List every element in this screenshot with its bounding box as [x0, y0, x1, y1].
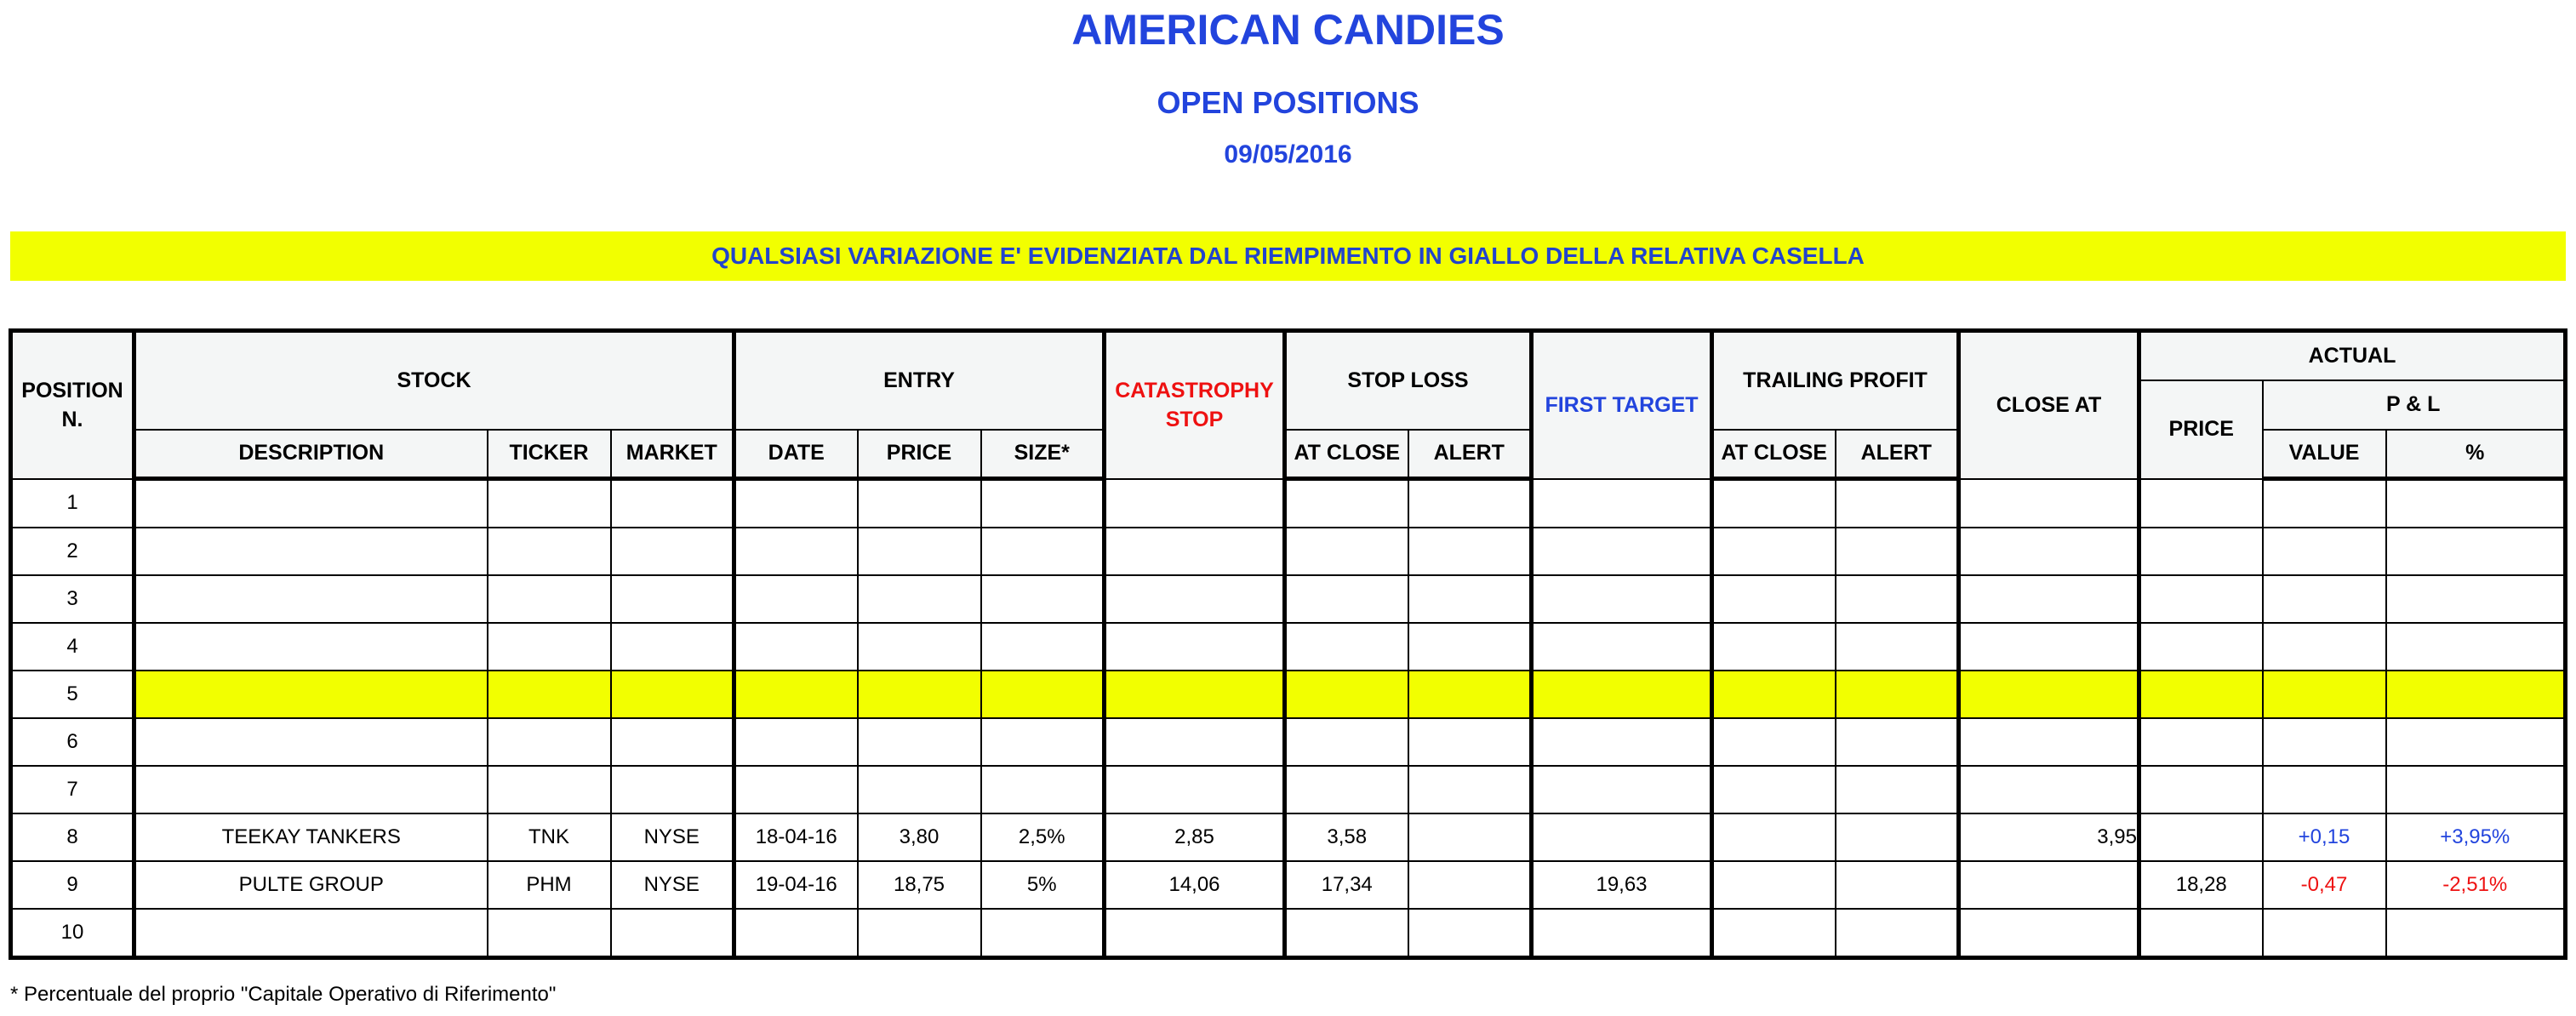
catastrophy-stop-cell [1105, 671, 1285, 718]
position-cell: 1 [11, 479, 134, 528]
trailing-profit-alert-cell [1836, 528, 1959, 575]
stop-loss-at-close-cell [1285, 528, 1408, 575]
stop-loss-alert-cell [1408, 813, 1532, 861]
entry-date-cell [734, 671, 858, 718]
trailing-profit-at-close-cell [1712, 528, 1836, 575]
table-row [11, 528, 2566, 575]
entry-price-cell [858, 528, 981, 575]
positions-table [9, 328, 2567, 960]
catastrophy-stop-cell [1105, 766, 1285, 813]
col-header-tp-alert: ALERT [1836, 430, 1959, 479]
pl-value-cell [2263, 671, 2386, 718]
actual-price-cell [2139, 766, 2263, 813]
catastrophy-stop-cell [1105, 718, 1285, 766]
first-target-cell [1532, 813, 1712, 861]
col-header-trailing-profit: TRAILING PROFIT [1712, 331, 1959, 430]
actual-price-cell [2139, 813, 2263, 861]
stop-loss-alert-cell [1408, 718, 1532, 766]
pl-value-cell [2263, 718, 2386, 766]
ticker-cell: PHM [488, 861, 611, 909]
trailing-profit-alert-cell [1836, 718, 1959, 766]
stop-loss-alert-cell [1408, 479, 1532, 528]
description-cell [134, 718, 488, 766]
stop-loss-at-close-cell [1285, 718, 1408, 766]
trailing-profit-alert-cell [1836, 575, 1959, 623]
first-target-cell [1532, 909, 1712, 958]
entry-date-cell: 19-04-16 [734, 861, 858, 909]
pl-percent-cell [2386, 528, 2566, 575]
col-header-value: VALUE [2263, 430, 2386, 479]
col-header-ticker: TICKER [488, 430, 611, 479]
close-at-cell [1959, 766, 2139, 813]
table-row [11, 718, 2566, 766]
stop-loss-alert-cell [1408, 909, 1532, 958]
pl-percent-cell [2386, 766, 2566, 813]
entry-price-cell [858, 671, 981, 718]
pl-value-cell [2263, 575, 2386, 623]
col-header-actual: ACTUAL [2139, 331, 2566, 380]
stop-loss-at-close-cell [1285, 671, 1408, 718]
stop-loss-alert-cell [1408, 528, 1532, 575]
stop-loss-at-close-cell [1285, 575, 1408, 623]
ticker-cell [488, 623, 611, 671]
market-cell [611, 528, 734, 575]
market-cell [611, 671, 734, 718]
stop-loss-at-close-cell: 3,58 [1285, 813, 1408, 861]
market-cell [611, 909, 734, 958]
pl-value-cell [2263, 909, 2386, 958]
size-cell [981, 909, 1105, 958]
close-at-cell [1959, 671, 2139, 718]
pl-percent-cell [2386, 671, 2566, 718]
pl-percent-cell: +3,95% [2386, 813, 2566, 861]
table-row [11, 623, 2566, 671]
catastrophy-stop-cell [1105, 909, 1285, 958]
pl-value-cell [2263, 766, 2386, 813]
catastrophy-stop-cell [1105, 528, 1285, 575]
first-target-cell: 19,63 [1532, 861, 1712, 909]
actual-price-cell [2139, 671, 2263, 718]
trailing-profit-alert-cell [1836, 813, 1959, 861]
stop-loss-alert-cell [1408, 861, 1532, 909]
entry-date-cell: 18-04-16 [734, 813, 858, 861]
col-header-sl-alert: ALERT [1408, 430, 1532, 479]
trailing-profit-alert-cell [1836, 671, 1959, 718]
first-target-cell [1532, 479, 1712, 528]
highlight-notice-banner: QUALSIASI VARIAZIONE E' EVIDENZIATA DAL RIEMPIMENTO IN GIALLO DELLA RELATIVA CASELLA [10, 231, 2566, 281]
ticker-cell [488, 575, 611, 623]
stop-loss-at-close-cell [1285, 623, 1408, 671]
stop-loss-at-close-cell: 17,34 [1285, 861, 1408, 909]
pl-value-cell [2263, 623, 2386, 671]
ticker-cell [488, 909, 611, 958]
market-cell [611, 479, 734, 528]
col-header-sl-at-close: AT CLOSE [1285, 430, 1408, 479]
table-row [11, 479, 2566, 528]
table-row [11, 575, 2566, 623]
description-cell [134, 575, 488, 623]
actual-price-cell [2139, 909, 2263, 958]
actual-price-cell [2139, 718, 2263, 766]
trailing-profit-alert-cell [1836, 861, 1959, 909]
close-at-cell [1959, 623, 2139, 671]
size-cell [981, 671, 1105, 718]
entry-price-cell [858, 575, 981, 623]
col-header-stop-loss: STOP LOSS [1285, 331, 1532, 430]
close-at-cell [1959, 718, 2139, 766]
entry-price-cell [858, 479, 981, 528]
entry-date-cell [734, 528, 858, 575]
size-cell [981, 528, 1105, 575]
description-cell: TEEKAY TANKERS [134, 813, 488, 861]
footnote: * Percentuale del proprio "Capitale Operativo di Riferimento" [10, 983, 557, 1006]
entry-price-cell [858, 909, 981, 958]
close-at-cell: 3,95 [1959, 813, 2139, 861]
catastrophy-stop-cell [1105, 479, 1285, 528]
trailing-profit-at-close-cell [1712, 671, 1836, 718]
pl-value-cell: +0,15 [2263, 813, 2386, 861]
col-header-actual-price: PRICE [2139, 380, 2263, 479]
description-cell [134, 479, 488, 528]
close-at-cell [1959, 575, 2139, 623]
report-date: 09/05/2016 [1224, 140, 1352, 168]
trailing-profit-at-close-cell [1712, 718, 1836, 766]
close-at-cell [1959, 479, 2139, 528]
entry-price-cell [858, 623, 981, 671]
trailing-profit-at-close-cell [1712, 575, 1836, 623]
position-cell: 2 [11, 528, 134, 575]
col-header-market: MARKET [611, 430, 734, 479]
pl-value-cell [2263, 479, 2386, 528]
description-cell [134, 766, 488, 813]
entry-date-cell [734, 766, 858, 813]
entry-date-cell [734, 718, 858, 766]
ticker-cell [488, 671, 611, 718]
pl-percent-cell [2386, 575, 2566, 623]
col-header-tp-at-close: AT CLOSE [1712, 430, 1836, 479]
actual-price-cell [2139, 479, 2263, 528]
stop-loss-alert-cell [1408, 671, 1532, 718]
position-cell: 5 [11, 671, 134, 718]
report-title: AMERICAN CANDIES [1071, 6, 1505, 54]
market-cell [611, 718, 734, 766]
position-cell: 10 [11, 909, 134, 958]
table-row [11, 813, 2566, 861]
col-header-catastrophy-stop: CATASTROPHY STOP [1105, 331, 1285, 479]
position-cell: 3 [11, 575, 134, 623]
catastrophy-stop-cell: 14,06 [1105, 861, 1285, 909]
col-header-size: SIZE* [981, 430, 1105, 479]
position-cell: 7 [11, 766, 134, 813]
pl-percent-cell [2386, 623, 2566, 671]
stop-loss-alert-cell [1408, 766, 1532, 813]
col-header-price: PRICE [858, 430, 981, 479]
trailing-profit-alert-cell [1836, 623, 1959, 671]
size-cell [981, 623, 1105, 671]
trailing-profit-alert-cell [1836, 909, 1959, 958]
pl-percent-cell [2386, 718, 2566, 766]
stop-loss-at-close-cell [1285, 479, 1408, 528]
pl-percent-cell: -2,51% [2386, 861, 2566, 909]
description-cell: PULTE GROUP [134, 861, 488, 909]
market-cell: NYSE [611, 861, 734, 909]
position-cell: 4 [11, 623, 134, 671]
ticker-cell [488, 718, 611, 766]
pl-percent-cell [2386, 909, 2566, 958]
position-cell: 8 [11, 813, 134, 861]
table-row [11, 861, 2566, 909]
col-header-position: POSITION N. [11, 331, 134, 479]
market-cell [611, 623, 734, 671]
actual-price-cell [2139, 575, 2263, 623]
trailing-profit-at-close-cell [1712, 479, 1836, 528]
stop-loss-at-close-cell [1285, 766, 1408, 813]
pl-percent-cell [2386, 479, 2566, 528]
actual-price-cell [2139, 528, 2263, 575]
trailing-profit-at-close-cell [1712, 623, 1836, 671]
description-cell [134, 623, 488, 671]
entry-date-cell [734, 575, 858, 623]
close-at-cell [1959, 528, 2139, 575]
description-cell [134, 909, 488, 958]
description-cell [134, 671, 488, 718]
trailing-profit-at-close-cell [1712, 861, 1836, 909]
first-target-cell [1532, 718, 1712, 766]
first-target-cell [1532, 528, 1712, 575]
table-row [11, 671, 2566, 718]
col-header-date: DATE [734, 430, 858, 479]
trailing-profit-alert-cell [1836, 479, 1959, 528]
entry-date-cell [734, 479, 858, 528]
report-subtitle: OPEN POSITIONS [1157, 85, 1419, 120]
pl-value-cell [2263, 528, 2386, 575]
entry-price-cell [858, 718, 981, 766]
close-at-cell [1959, 909, 2139, 958]
pl-value-cell: -0,47 [2263, 861, 2386, 909]
market-cell: NYSE [611, 813, 734, 861]
trailing-profit-alert-cell [1836, 766, 1959, 813]
size-cell [981, 575, 1105, 623]
catastrophy-stop-cell [1105, 575, 1285, 623]
first-target-cell [1532, 623, 1712, 671]
ticker-cell [488, 528, 611, 575]
position-cell: 6 [11, 718, 134, 766]
entry-date-cell [734, 909, 858, 958]
actual-price-cell: 18,28 [2139, 861, 2263, 909]
col-header-pl: P & L [2263, 380, 2566, 430]
entry-price-cell: 18,75 [858, 861, 981, 909]
size-cell: 2,5% [981, 813, 1105, 861]
position-cell: 9 [11, 861, 134, 909]
stop-loss-alert-cell [1408, 623, 1532, 671]
trailing-profit-at-close-cell [1712, 813, 1836, 861]
stop-loss-alert-cell [1408, 575, 1532, 623]
col-header-stock: STOCK [134, 331, 734, 430]
market-cell [611, 575, 734, 623]
size-cell [981, 479, 1105, 528]
first-target-cell [1532, 575, 1712, 623]
ticker-cell: TNK [488, 813, 611, 861]
ticker-cell [488, 479, 611, 528]
table-row [11, 909, 2566, 958]
ticker-cell [488, 766, 611, 813]
entry-date-cell [734, 623, 858, 671]
trailing-profit-at-close-cell [1712, 766, 1836, 813]
first-target-cell [1532, 671, 1712, 718]
size-cell: 5% [981, 861, 1105, 909]
col-header-description: DESCRIPTION [134, 430, 488, 479]
col-header-percent: % [2386, 430, 2566, 479]
catastrophy-stop-cell: 2,85 [1105, 813, 1285, 861]
entry-price-cell [858, 766, 981, 813]
actual-price-cell [2139, 623, 2263, 671]
trailing-profit-at-close-cell [1712, 909, 1836, 958]
size-cell [981, 766, 1105, 813]
col-header-first-target: FIRST TARGET [1532, 331, 1712, 479]
col-header-close-at: CLOSE AT [1959, 331, 2139, 479]
stop-loss-at-close-cell [1285, 909, 1408, 958]
close-at-cell [1959, 861, 2139, 909]
col-header-entry: ENTRY [734, 331, 1105, 430]
size-cell [981, 718, 1105, 766]
first-target-cell [1532, 766, 1712, 813]
market-cell [611, 766, 734, 813]
entry-price-cell: 3,80 [858, 813, 981, 861]
table-row [11, 766, 2566, 813]
catastrophy-stop-cell [1105, 623, 1285, 671]
description-cell [134, 528, 488, 575]
